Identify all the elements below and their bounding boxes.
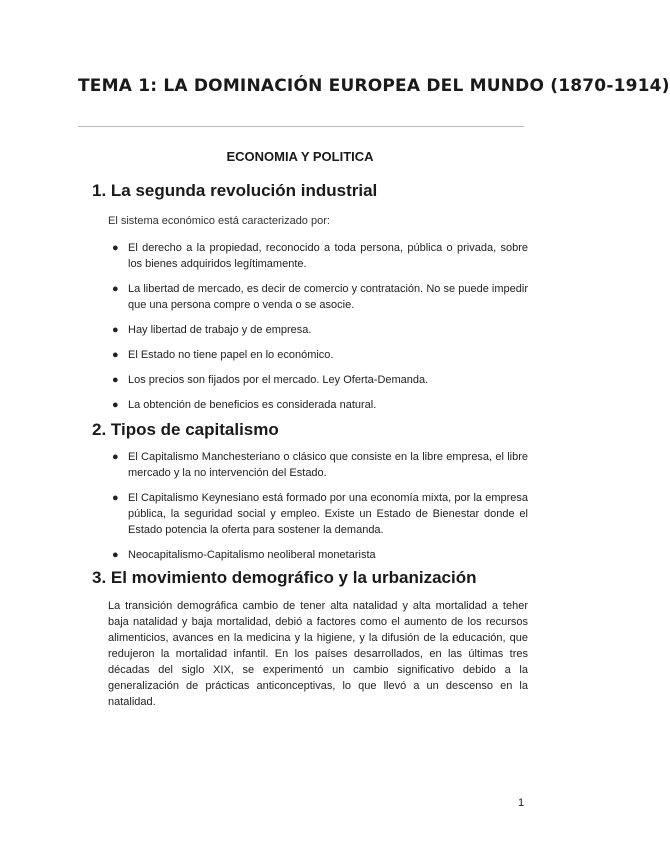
title-divider xyxy=(78,126,524,127)
list-item: ● Neocapitalismo-Capitalismo neoliberal monetarista xyxy=(112,549,376,561)
paragraph-demographic-transition: La transición demográfica cambio de tener alta natalidad y alta mortalidad a teher baja natalidad y baja mortalidad, debió a factores como el aumento de los recursos alimenticios, avances en la medicina y la higiene, y la difusión de la educación, que redujeron la mortalidad infantil. En los países desarrollados, en las últimas tres décadas del siglo XIX, se experimentó un cambio significativo debido a la generalización de prácticas anticonceptivas, lo que llevó a un descenso en la natalidad. xyxy=(108,600,528,708)
intro-text: El sistema económico está caracterizado por: xyxy=(108,215,330,227)
bullet-icon: ● xyxy=(112,549,119,561)
bullet-icon: ● xyxy=(112,349,119,361)
list-item: ● El derecho a la propiedad, reconocido a toda persona, pública o privada, sobre los bienes adquiridos legítimamente. xyxy=(112,242,528,270)
bullet-icon: ● xyxy=(112,492,119,504)
bullet-icon: ● xyxy=(112,283,119,295)
heading-movimiento-demografico: 3. El movimiento demográfico y la urbanización xyxy=(92,568,477,587)
document-title: TEMA 1: LA DOMINACIÓN EUROPEA DEL MUNDO (1870-1914) xyxy=(78,76,670,96)
list-item: ● El Estado no tiene papel en lo económico. xyxy=(112,349,334,361)
list-item: ● Hay libertad de trabajo y de empresa. xyxy=(112,324,312,336)
bullet-icon: ● xyxy=(112,451,119,463)
section-heading: ECONOMIA Y POLITICA xyxy=(226,149,374,164)
page-number: 1 xyxy=(518,797,525,809)
list-item: ● Los precios son fijados por el mercado. Ley Oferta-Demanda. xyxy=(112,374,429,386)
list-item: ● La obtención de beneficios es considerada natural. xyxy=(112,399,377,411)
list-item: ● El Capitalismo Manchesteriano o clásico que consiste en la libre empresa, el libre mercado y la no intervención del Estado. xyxy=(112,451,528,479)
bullet-list-economic-system xyxy=(108,240,528,422)
heading-segunda-revolucion: 1. La segunda revolución industrial xyxy=(92,181,378,200)
list-item: ● El Capitalismo Keynesiano está formado por una economía mixta, por la empresa pública, la seguridad social y empleo. Existe un Estado de Bienestar donde el Estado potencia la oferta para sostener la demanda. xyxy=(112,492,528,536)
bullet-icon: ● xyxy=(112,374,119,386)
heading-tipos-capitalismo: 2. Tipos de capitalismo xyxy=(92,420,279,439)
bullet-icon: ● xyxy=(112,242,119,254)
list-item: ● La libertad de mercado, es decir de comercio y contratación. No se puede impedir que una persona compre o venda o se asocie. xyxy=(112,283,528,311)
bullet-icon: ● xyxy=(112,324,119,336)
bullet-icon: ● xyxy=(112,399,119,411)
bullet-list-capitalism-types xyxy=(108,449,528,572)
